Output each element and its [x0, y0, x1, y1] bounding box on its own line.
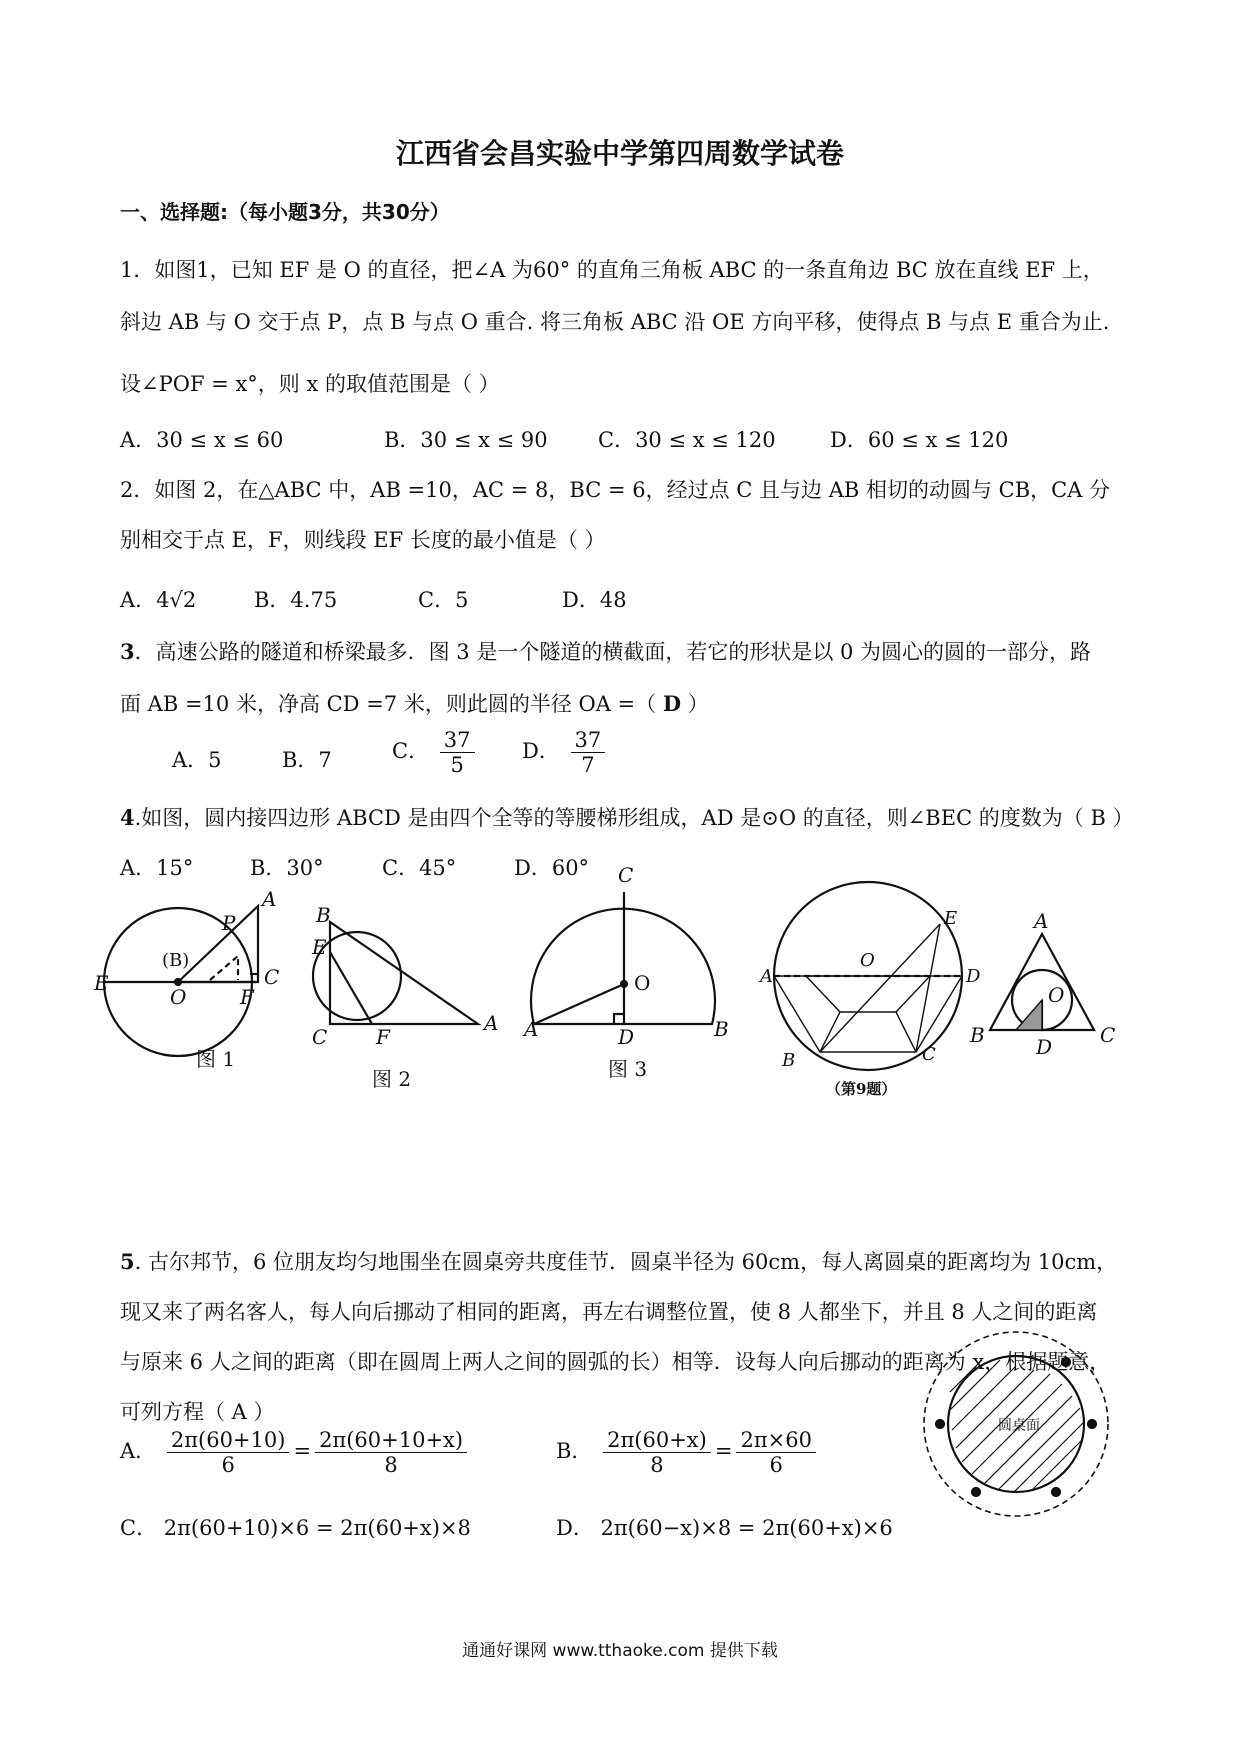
q3-option-d-denominator: 7 [581, 753, 595, 777]
fig5-label-b: B [970, 1023, 985, 1047]
q5-number: 5 [120, 1249, 135, 1274]
q4-option-b: B．30° [250, 856, 324, 880]
q5-option-a-label: A． [120, 1439, 157, 1463]
q5-option-a-right-num: 2π(60+10+x) [315, 1428, 467, 1453]
fig3-label-d: D [618, 1025, 635, 1049]
q3-option-c-numerator: 37 [440, 728, 475, 753]
figure-5 [990, 934, 1094, 1030]
q4-text-1: .如图，圆内接四边形 ABCD 是由四个全等的等腰梯形组成，AD 是⊙O 的直径，则∠BEC 的度数为（ [134, 806, 1091, 830]
fig4-label-e: E [944, 908, 958, 929]
q3-option-a: A．5 [172, 748, 222, 772]
fig2-label-b: B [316, 903, 331, 927]
fig1-label-o: O [170, 985, 187, 1009]
q3-option-c-denominator: 5 [450, 753, 464, 777]
q5-option-a: A． $\frac{2\pi(60+10)}{6}$ = $\frac{2\pi(60+10+x)}{8}$ [120, 1428, 471, 1477]
q5-option-b-left-den: 8 [650, 1453, 664, 1477]
q2-option-b: B．4.75 [254, 588, 338, 612]
q3-option-c-label: C． [392, 739, 430, 763]
q3-text-1: ．高速公路的隧道和桥梁最多．图 3 是一个隧道的横截面，若它的形状是以 0 为圆心的圆的一部分，路 [134, 640, 1092, 664]
q5-option-a-right-den: 8 [384, 1453, 398, 1477]
q3-text-2: 面 AB =10 米，净高 CD =7 米，则此圆的半径 OA =（ [120, 692, 663, 716]
fig4-label-b: B [782, 1050, 796, 1071]
q5-option-d: D． 2π(60−x)×8 = 2π(60+x)×6 [556, 1516, 893, 1540]
q5-option-a-left-num: 2π(60+10) [167, 1428, 290, 1453]
fig5-label-o: O [1048, 983, 1065, 1007]
q3-number: 3 [120, 639, 135, 664]
q2-line-1: 2．如图 2，在△ABC 中，AB =10，AC = 8，BC = 6，经过点 C 且与边 AB 相切的动圆与 CB，CA 分 [120, 478, 1111, 502]
fig1-label-c: C [264, 965, 280, 989]
q5-option-b-label: B． [556, 1439, 593, 1463]
fig1-caption: 图 1 [196, 1047, 236, 1071]
q5-option-b-right-den: 6 [769, 1453, 783, 1477]
fig1-label-f: F [240, 985, 254, 1009]
q4-option-d: D．60° [514, 856, 590, 880]
q2-line-2: 别相交于点 E，F，则线段 EF 长度的最小值是（ ） [120, 528, 606, 552]
footer-credit: 通通好课网 www.tthaoke.com 提供下载 [462, 1641, 778, 1661]
q5-option-b-left-num: 2π(60+x) [603, 1428, 711, 1453]
fig4-inner-trapezoid [806, 976, 930, 1012]
q1-line-1: 1．如图1，已知 EF 是 O 的直径，把∠A 为60° 的直角三角板 ABC 的一条直角边 BC 放在直线 EF 上， [120, 258, 1104, 282]
q5-option-b: B． $\frac{2\pi(60+x)}{8}$ = $\frac{2\pi\times 60}{6}$ [556, 1428, 820, 1477]
fig1-dashed-triangle [210, 956, 238, 980]
fig3-center-dot [621, 981, 627, 987]
q4-text-2: ） [1105, 806, 1134, 830]
fig4-line-2 [896, 1012, 916, 1052]
fig4-label-d: D [966, 966, 981, 987]
fig4-label-o: O [860, 950, 875, 971]
q3-option-d-label: D． [522, 739, 560, 763]
fig3-right-angle [614, 1014, 624, 1024]
q5-line-4: 可列方程（ A ） [120, 1400, 275, 1424]
fig4-label-a: A [760, 966, 773, 987]
fig5-label-d: D [1036, 1035, 1053, 1059]
fig2-label-c: C [312, 1025, 328, 1049]
q3-option-d-numerator: 37 [571, 728, 606, 753]
seat-dot [972, 1488, 980, 1496]
q1-line-2: 斜边 AB 与 O 交于点 P，点 B 与点 O 重合. 将三角板 ABC 沿 OE 方向平移，使得点 B 与点 E 重合为止. [120, 310, 1110, 334]
fig4-label-c: C [922, 1044, 936, 1065]
fig4-caption: （第9题） [826, 1080, 897, 1098]
q4-option-c: C．45° [382, 856, 457, 880]
q1-line-3: 设∠POF = x°，则 x 的取值范围是（ ） [120, 372, 500, 396]
q3-option-b: B．7 [282, 748, 332, 772]
seat-dot [1088, 1420, 1096, 1428]
fig3-radius-oa [534, 984, 624, 1024]
figure-3 [531, 892, 715, 1024]
fig2-label-a: A [484, 1011, 499, 1035]
fig1-label-e: E [94, 971, 109, 995]
fig5-label-c: C [1100, 1023, 1116, 1047]
fig4-line-be [820, 924, 940, 1052]
fig1-label-b: (B) [162, 950, 190, 971]
fig3-caption: 图 3 [608, 1057, 648, 1081]
q5-option-a-left [167, 1428, 290, 1477]
page-title: 江西省会昌实验中学第四周数学试卷 [395, 137, 844, 170]
section-heading: 一、选择题:（每小题3分，共30分） [120, 200, 450, 224]
fig3-label-a: A [524, 1017, 539, 1041]
q5-line-1 [120, 1246, 1117, 1276]
table-label: 圆桌面 [998, 1418, 1040, 1434]
fig1-label-p: P [222, 911, 236, 935]
fig5-label-a: A [1034, 909, 1049, 933]
q3-text-3: ） [681, 692, 709, 716]
fig3-label-c: C [618, 863, 634, 887]
fig4-quadrilateral [774, 976, 962, 1052]
q4-answer: B [1090, 806, 1106, 830]
q2-option-d: D．48 [562, 588, 627, 612]
fig3-label-o: O [634, 971, 651, 995]
q5-line-2: 现又来了两名客人，每人向后挪动了相同的距离，再左右调整位置，使 8 人都坐下，并且 8 人之间的距离 [120, 1300, 1098, 1324]
q1-option-d: D．60 ≤ x ≤ 120 [830, 428, 1009, 452]
seat-dot [1052, 1488, 1060, 1496]
fig1-triangle [178, 906, 258, 982]
fig1-label-a: A [262, 887, 277, 911]
q5-option-a-right [315, 1428, 467, 1477]
q1-option-a: A．30 ≤ x ≤ 60 [120, 428, 284, 452]
q3-answer: D [662, 691, 682, 716]
q1-option-b: B．30 ≤ x ≤ 90 [384, 428, 548, 452]
fig2-segment-ef [330, 952, 372, 1024]
fig5-shaded-region [1016, 1000, 1042, 1030]
q2-option-a: A．4√2 [120, 588, 197, 612]
q4-option-a: A．15° [120, 856, 194, 880]
q1-option-c: C．30 ≤ x ≤ 120 [598, 428, 776, 452]
fig2-triangle [330, 922, 478, 1024]
fig2-caption: 图 2 [372, 1067, 412, 1091]
q5-option-c: C． 2π(60+10)×6 = 2π(60+x)×8 [120, 1516, 471, 1540]
figure-4 [774, 882, 962, 1070]
fig3-label-b: B [714, 1017, 729, 1041]
figure-2 [313, 922, 478, 1024]
q2-option-c: C．5 [418, 588, 469, 612]
q4-number: 4 [120, 805, 135, 830]
q5-option-b-left [603, 1428, 711, 1477]
seat-dot [936, 1420, 944, 1428]
q5-text-1: . 古尔邦节，6 位朋友均匀地围坐在圆桌旁共度佳节．圆桌半径为 60cm，每人离圆桌的距离均为 10cm， [134, 1250, 1118, 1274]
q5-option-b-right-num: 2π×60 [736, 1428, 815, 1453]
fig2-label-f: F [376, 1025, 390, 1049]
fig2-label-e: E [312, 935, 327, 959]
fig4-line-1 [820, 1012, 840, 1052]
q5-option-a-left-den: 6 [221, 1453, 235, 1477]
q5-option-b-right [736, 1428, 815, 1477]
q5-line-3: 与原来 6 人之间的距离（即在圆周上两人之间的圆弧的长）相等．设每人向后挪动的距离为 x，根据题意， [120, 1350, 1111, 1374]
